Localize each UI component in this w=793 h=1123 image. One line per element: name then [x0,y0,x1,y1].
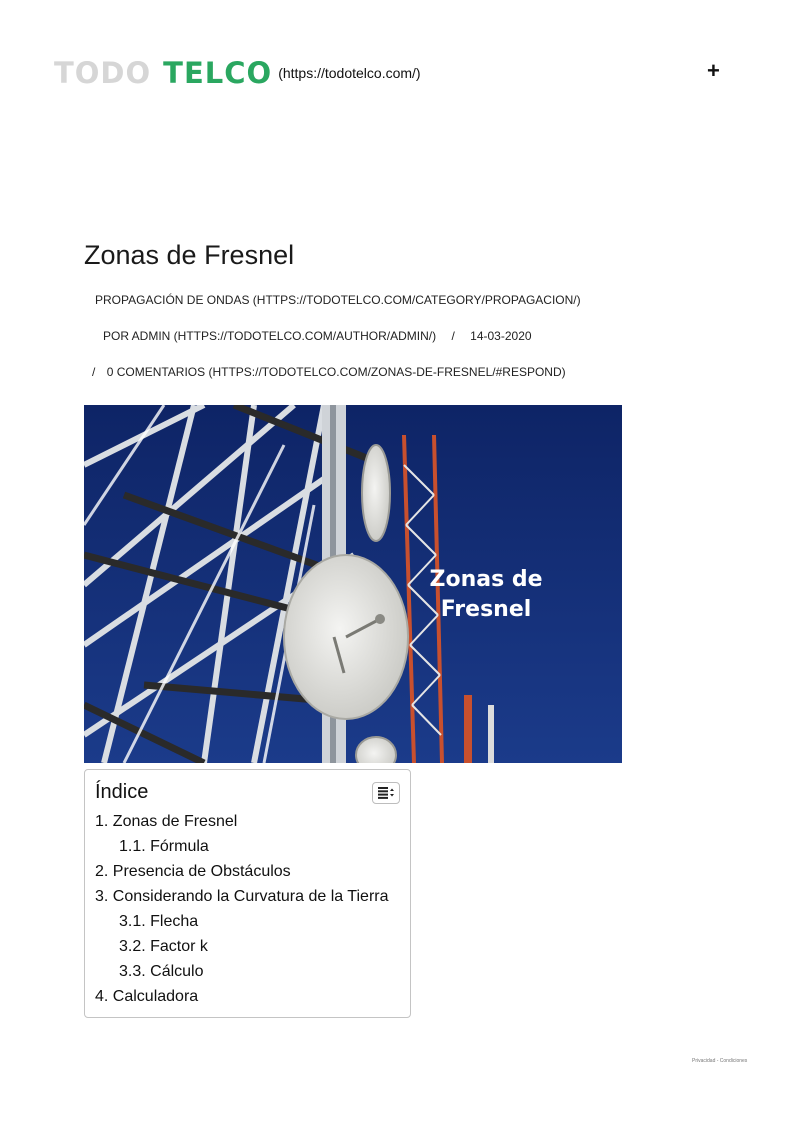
category-link[interactable] [95,293,581,307]
toc-item[interactable]: 3. Considerando la Curvatura de la Tierra [95,888,389,905]
menu-toggle-plus-icon[interactable]: + [707,58,720,83]
toc-item[interactable]: 3.2. Factor k [119,938,208,955]
category-label: PROPAGACIÓN DE ONDAS (HTTPS://TODOTELCO.COM/CATEGORY/PROPAGACION/) [95,293,581,307]
toc-item[interactable]: 1.1. Fórmula [119,838,209,855]
post-date: 14-03-2020 [470,329,532,343]
toc-title: Índice [95,781,149,803]
meta-separator: / [92,365,96,379]
logo-url-text: (https://todotelco.com/) [278,65,421,81]
toc-item[interactable]: 3.1. Flecha [119,913,199,930]
toc-item[interactable]: 4. Calculadora [95,988,199,1005]
toc-list [95,809,389,1009]
hero-caption-line2: Fresnel [440,597,532,622]
author-meta [103,329,532,343]
hero-caption-line1: Zonas de [429,567,543,592]
table-of-contents [84,769,411,1018]
toc-item[interactable]: 2. Presencia de Obstáculos [95,863,291,880]
toc-toggle-button[interactable] [372,782,400,804]
meta-separator: / [451,329,455,343]
list-toggle-icon [378,787,394,799]
logo-text-todo: TODO [54,56,152,90]
comments-meta [92,365,566,379]
toc-item[interactable]: 3.3. Cálculo [119,963,204,980]
antenna-tower-illustration [84,405,622,763]
featured-image [84,405,622,763]
toc-item[interactable]: 1. Zonas de Fresnel [95,813,238,830]
recaptcha-privacy-link[interactable]: Privacidad - Condiciones [692,1058,748,1064]
site-logo-link[interactable] [54,56,421,90]
page-title: Zonas de Fresnel [84,240,295,270]
logo-text-telco: TELCO [163,56,273,90]
comments-link[interactable]: 0 COMENTARIOS (HTTPS://TODOTELCO.COM/ZONAS-DE-FRESNEL/#RESPOND) [106,365,566,379]
author-link[interactable]: POR ADMIN (HTTPS://TODOTELCO.COM/AUTHOR/ADMIN/) [103,329,437,343]
